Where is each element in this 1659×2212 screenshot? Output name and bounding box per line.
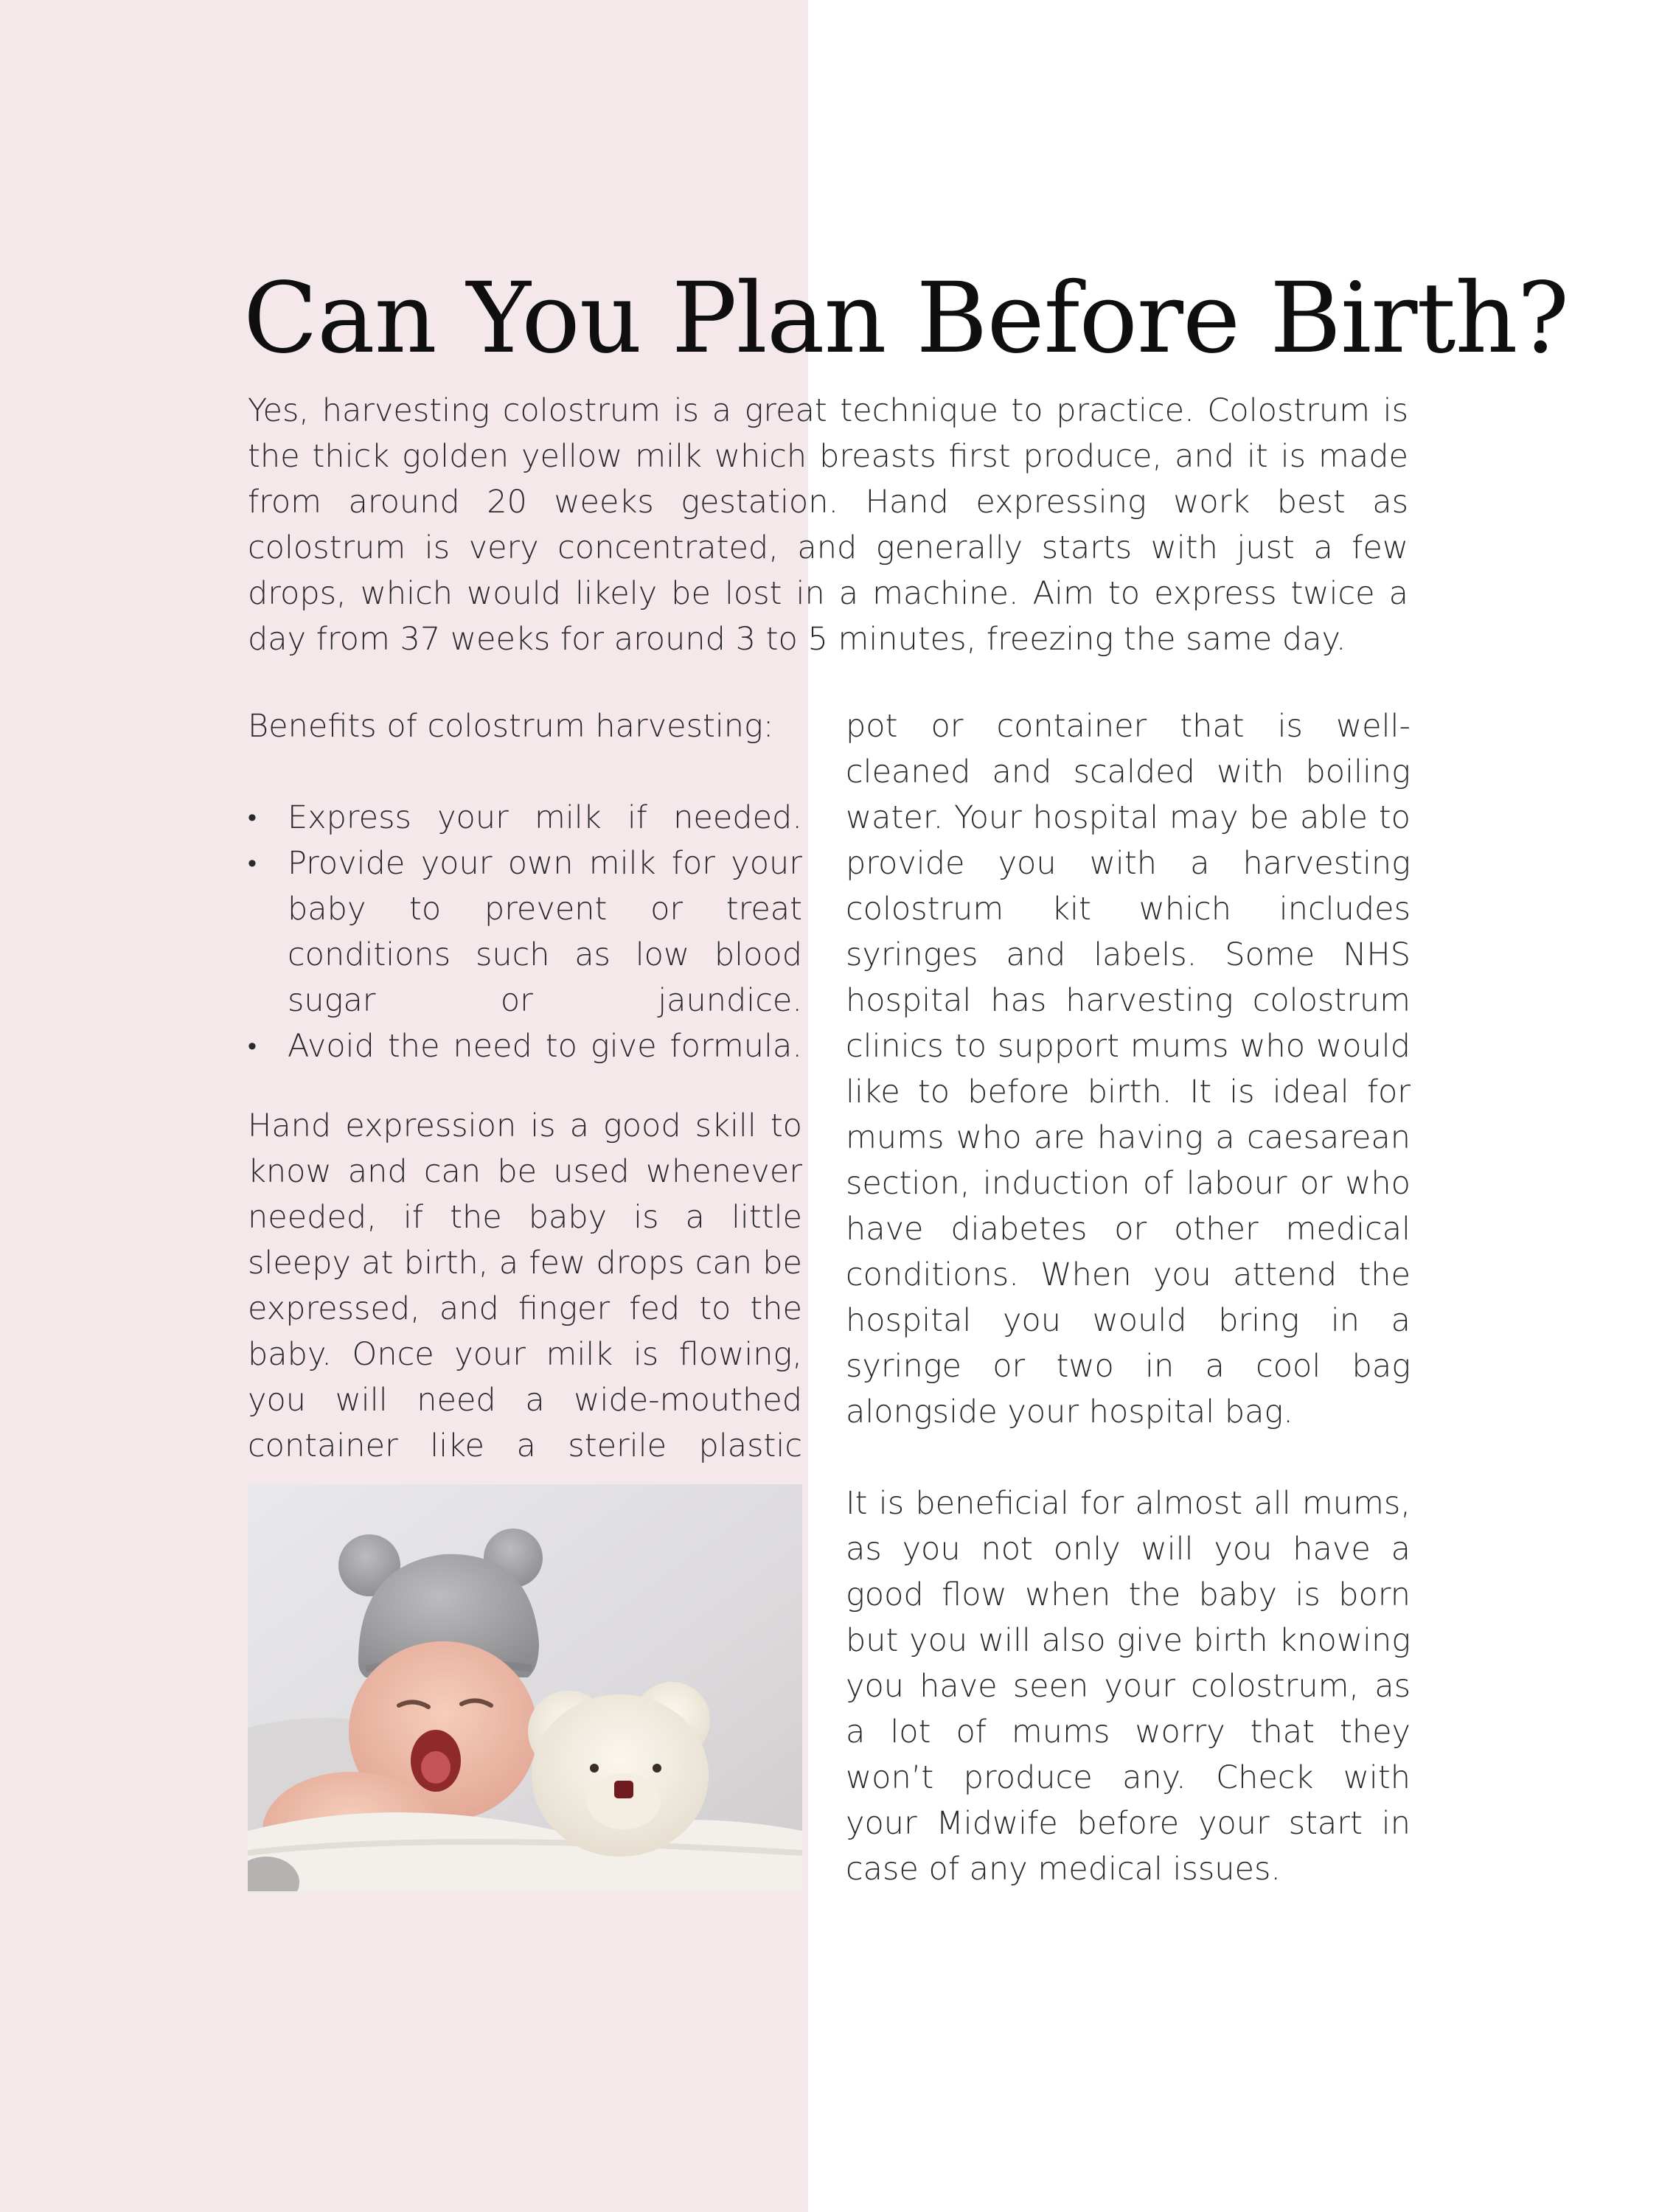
right-paragraph-1: pot or container that is well-cleaned and scalded with boiling water. Your hospital may be able to provide you with a harvesting colostrum kit which includes syringes and labels. Some NHS hospital has harvesting colostrum clinics to support mums who would like to before birth. It is ideal for mums who are having a caesarean section, induction of labour or who have diabetes or other medical conditions. When you attend the hospital you would bring in a syringe or two in a cool bag alongside your hospital bag. — [846, 708, 1411, 1430]
intro-paragraph: Yes, harvesting colostrum is a great technique to practice. Colostrum is the thick golden yellow milk which breasts first produce, and it is made from around 20 weeks gestation. Hand expressing work best as colostrum is very concentrated, and generally starts with just a few drops, which would likely be lost in a machine. Aim to express twice a day from 37 weeks for around 3 to 5 minutes, freezing the same day. — [248, 392, 1408, 658]
yawning-baby-illustration — [248, 1484, 802, 1891]
list-item: • Express your milk if needed. — [248, 795, 802, 841]
list-item: • Avoid the need to give formula. — [248, 1023, 802, 1069]
baby-photo — [248, 1484, 802, 1891]
benefits-list — [248, 795, 802, 1069]
page-title: Can You Plan Before Birth? — [243, 262, 1569, 375]
list-item: • Provide your own milk for your baby to prevent or treat conditions such as low blood sugar or jaundice. — [248, 841, 802, 1023]
right-column — [846, 703, 1411, 1892]
benefits-heading: Benefits of colostrum harvesting: — [248, 708, 774, 745]
left-column — [248, 703, 802, 1469]
hand-expression-paragraph: Hand expression is a good skill to know and can be used whenever needed, if the baby is a little sleepy at birth, a few drops can be expressed, and finger fed to the baby. Once your milk is flowing, you will need a wide-mouthed container like a sterile plastic — [248, 1107, 802, 1464]
right-paragraph-2: It is beneficial for almost all mums, as you not only will you have a good flow when the baby is born but you will also give birth knowing you have seen your colostrum, as a lot of mums worry that they won’t produce any. Check with your Midwife before your start in case of any medical issues. — [846, 1485, 1411, 1888]
